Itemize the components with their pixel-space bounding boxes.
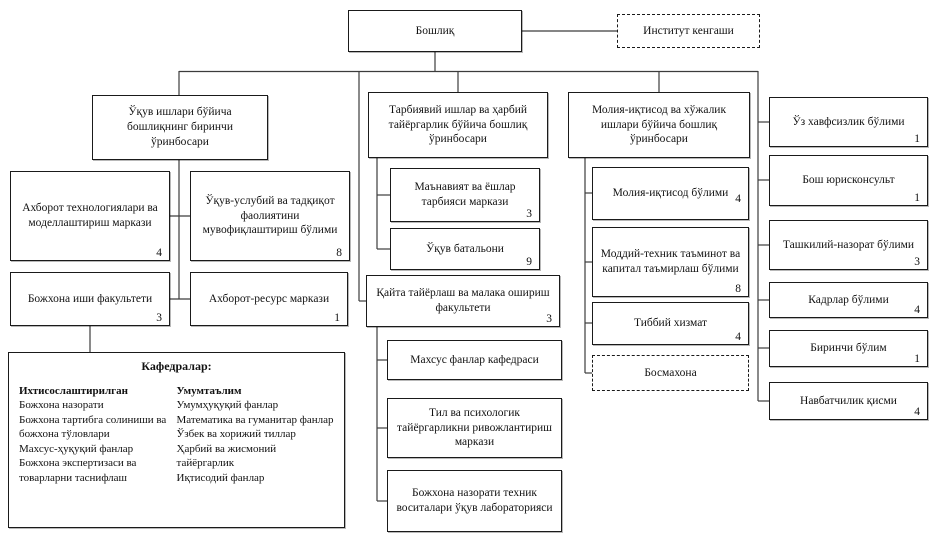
list-header: Ихтисослаштирилган [19, 384, 128, 397]
staff-count: 1 [914, 353, 920, 365]
node-bojxona-texnik-laboratoriyasi [387, 470, 562, 532]
node-bojxona-ishi-fakulteti [10, 272, 170, 326]
node-qayta-tayyorlash-fakulteti [366, 275, 560, 327]
node-label: Маънавият ва ёшлар тарбияси маркази [414, 181, 516, 208]
staff-count: 1 [334, 312, 340, 324]
node-label: Ахборот-ресурс маркази [208, 292, 330, 305]
node-maxsus-fanlar-kafedrasi [387, 340, 562, 380]
node-label: Тарбиявий ишлар ва ҳарбий тайёргарлик бўйича бошлиқ ўринбосари [388, 103, 528, 146]
node-label: Бош юрисконсульт [802, 174, 895, 187]
node-label: Моддий-техник таъминот ва капитал таъмирлаш бўлими [600, 248, 741, 275]
staff-count: 8 [336, 247, 342, 259]
node-kafedralar [8, 352, 345, 528]
node-col3-header [568, 92, 750, 158]
node-label: Божхона иши факультети [27, 292, 153, 305]
staff-count: 4 [914, 406, 920, 418]
list-item: Божхона экспертизаси ва товарларни таснифлаш [19, 457, 137, 484]
node-tashkiliy-nazorat-bolimi [769, 220, 928, 270]
node-boshliq [348, 10, 522, 52]
staff-count: 4 [156, 247, 162, 259]
kafedralar-specialized-list [19, 384, 177, 486]
staff-count: 4 [735, 193, 741, 205]
staff-count: 9 [526, 256, 532, 268]
list-item: Божхона назорати [19, 399, 104, 412]
list-item: Ҳарбий ва жисмоний тайёргарлик [176, 442, 277, 470]
node-label: Ахборот технологиялари ва моделлаштириш маркази [22, 202, 158, 229]
list-header: Умумтаълим [176, 384, 242, 397]
staff-count: 4 [735, 331, 741, 343]
node-label: Тил ва психологик тайёргарликни ривожлантириш маркази [397, 406, 552, 449]
node-bosmaxona [592, 355, 749, 391]
staff-count: 3 [914, 256, 920, 268]
node-label: Кадрлар бўлими [808, 293, 889, 306]
node-label: Ўқув-услубий ва тадқиқот фаолиятини мувофиқлаштириш бўлими [202, 194, 338, 237]
node-birinchi-bolim [769, 330, 928, 367]
node-label: Тиббий хизмат [633, 317, 708, 330]
node-moddiy-texnik-bolimi [592, 227, 749, 297]
node-label: Молия-иқтисод бўлими [612, 187, 729, 200]
kafedralar-general-list [177, 384, 335, 486]
node-kadrlar-bolimi [769, 282, 928, 318]
list-item: Иқтисодий фанлар [176, 471, 265, 484]
node-moliya-iqtisod-bolimi [592, 167, 749, 220]
node-navbatchilik-qismi [769, 382, 928, 420]
node-oquv-batalyoni [390, 228, 540, 270]
staff-count: 1 [914, 133, 920, 145]
node-til-psixologik-markazi [387, 398, 562, 458]
node-institut-kengashi [617, 14, 760, 48]
node-col2-header [368, 92, 548, 158]
node-label: Қайта тайёрлаш ва малака ошириш факультети [376, 287, 550, 314]
node-tibbiy-xizmat [592, 302, 749, 345]
node-label: Махсус фанлар кафедраси [410, 353, 539, 366]
node-axborot-texnologiyalari [10, 171, 170, 261]
staff-count: 4 [914, 304, 920, 316]
list-item: Ўзбек ва хорижий тиллар [176, 428, 296, 441]
staff-count: 3 [156, 312, 162, 324]
kafedralar-title: Кафедралар: [141, 359, 212, 373]
node-label: Ўз хавфсизлик бўлими [792, 115, 905, 128]
staff-count: 3 [546, 313, 552, 325]
node-label: Биринчи бўлим [810, 342, 887, 355]
list-item: Умумҳуқуқий фанлар [176, 399, 279, 412]
list-item: Математика ва гуманитар фанлар [176, 413, 334, 426]
node-oz-xavfsizlik-bolimi [769, 97, 928, 147]
staff-count: 1 [914, 192, 920, 204]
node-label: Навбатчилик қисми [800, 394, 897, 407]
node-label: Ташкилий-назорат бўлими [782, 238, 915, 251]
node-label: Институт кенгаши [643, 24, 734, 37]
node-oquv-uslubiy [190, 171, 350, 261]
node-axborot-resurs-markazi [190, 272, 348, 326]
node-label: Молия-иқтисод ва хўжалик ишлари бўйича бошлиқ ўринбосари [591, 103, 727, 146]
node-label: Ўқув ишлари бўйича бошлиқнинг биринчи ўринбосари [127, 106, 233, 148]
node-bosh-yuriskonsult [769, 155, 928, 206]
list-item: Махсус-ҳуқуқий фанлар [19, 442, 134, 455]
staff-count: 8 [735, 283, 741, 295]
node-label: Бошлиқ [415, 24, 455, 37]
node-label: Босмахона [644, 366, 697, 379]
node-manaviyat-markazi [390, 168, 540, 222]
staff-count: 3 [526, 208, 532, 220]
node-label: Божхона назорати техник воситалари ўқув лабораторияси [396, 487, 553, 514]
list-item: Божхона тартибга солиниши ва божхона тўловлари [19, 413, 167, 441]
node-col1-header [92, 95, 268, 160]
node-label: Ўқув батальони [426, 242, 504, 255]
